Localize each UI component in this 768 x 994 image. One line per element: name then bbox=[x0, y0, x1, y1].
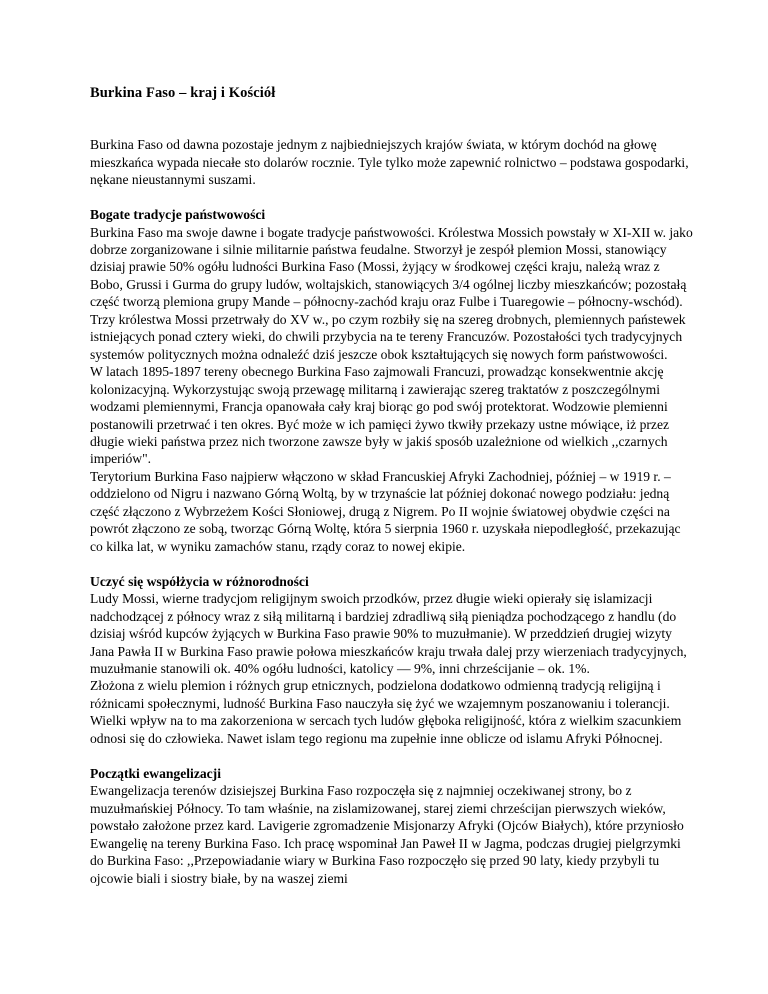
paragraph-tradycje-3: Terytorium Burkina Faso najpierw włączono w skład Francuskiej Afryki Zachodniej, później – w 1919 r. – oddzielono od Nigru i nazwano Górną Woltą, by w trzynaście lat później dokonać nowego podziału: jedną część złączono z Wybrzeżem Kości Słoniowej, drugą z Nigrem. Po II wojnie światowej obydwie części na powrót złączono ze sobą, tworząc Górną Woltę, która 5 sierpnia 1960 r. uzyskała niepodległość, przekazując co kilka lat, w wyniku zamachów stanu, rządy coraz to nowej ekipie. bbox=[90, 468, 681, 554]
paragraph-wspolzycie-1: Ludy Mossi, wierne tradycjom religijnym swoich przodków, przez długie wieki opierały się islamizacji nadchodzącej z północy wraz z siłą militarną i bardziej zdradliwą siłą pieniądza pochodzącego z handlu (do dzisiaj wśród kupców żyjących w Burkina Faso prawie 90% to muzułmanie). W przeddzień drugiej wizyty Jana Pawła II w Burkina Faso prawie połowa mieszkańców kraju trwała dalej przy wierzeniach tradycyjnych, muzułmanie stanowili ok. 40% ogółu ludności, katolicy — 9%, inni chrześcijanie – ok. 1%. bbox=[90, 591, 687, 676]
page-title: Burkina Faso – kraj i Kościół bbox=[90, 85, 276, 101]
heading-poczatki: Początki ewangelizacji bbox=[90, 765, 221, 781]
intro-paragraph: Burkina Faso od dawna pozostaje jednym z najbiedniejszych krajów świata, w którym dochód na głowę mieszkańca wypada niecałe sto dolarów rocznie. Tyle tylko może zapewnić rolnictwo – podstawa gospodarki, nękane nieustannymi suszami. bbox=[90, 137, 689, 188]
heading-wspolzycie: Uczyć się współżycia w różnorodności bbox=[90, 573, 309, 589]
paragraph-wspolzycie-2: Złożona z wielu plemion i różnych grup etnicznych, podzielona dodatkowo odmienną tradycją religijną i różnicami społecznymi, ludność Burkina Faso nauczyła się żyć we wzajemnym poszanowaniu i tolerancji. Wielki wpływ na to ma zakorzeniona w sercach tych ludów głęboka religijność, która z wielkim szacunkiem odnosi się do człowieka. Nawet islam tego regionu ma zupełnie inne oblicze od islamu Afryki Północnej. bbox=[90, 678, 682, 746]
document-body bbox=[90, 136, 694, 887]
heading-tradycje: Bogate tradycje państwowości bbox=[90, 207, 266, 223]
paragraph-poczatki-1: Ewangelizacja terenów dzisiejszej Burkina Faso rozpoczęła się z najmniej oczekiwanej strony, bo z muzułmańskiej Północy. To tam właśnie, na zislamizowanej, starej ziemi chrześcijan pierwszych wieków, powstało założone przez kard. Lavigerie zgromadzenie Misjonarzy Afryki (Ojców Białych), które przyniosło Ewangelię na tereny Burkina Faso. Ich pracę wspominał Jan Paweł II w Jagma, podczas drugiej pielgrzymki do Burkina Faso: ,,Przepowiadanie wiary w Burkina Faso rozpoczęło się przed 90 laty, kiedy przybyli tu ojcowie biali i siostry białe, by na waszej ziemi bbox=[90, 783, 684, 886]
paragraph-spacer-1 bbox=[90, 188, 694, 206]
paragraph-tradycje-1: Burkina Faso ma swoje dawne i bogate tradycje państwowości. Królestwa Mossich powstały w XI-XII w. jako dobrze zorganizowane i silnie militarnie państwa feudalne. Stworzył je zespół plemion Mossi, stanowiący dzisiaj prawie 50% ogółu ludności Burkina Faso (Mossi, żyjący w środkowej części kraju, należą wraz z Bobo, Grussi i Gurma do grupy ludów, woltajskich, stanowiących 3/4 ogólnej liczby mieszkańców; pozostałą część tworzą plemiona grupy Mande – północny-zachód kraju oraz Fulbe i Tuaregowie – północny-wschód). Trzy królestwa Mossi przetrwały do XV w., po czym rozbiły się na szereg drobnych, plemiennych państewek istniejących ponad cztery wieki, do chwili przybycia na te tereny Francuzów. Pozostałości tych tradycyjnych systemów politycznych można odnaleźć dziś jeszcze obok kształtujących się nowych form państwowości. bbox=[90, 224, 693, 362]
paragraph-tradycje-2: W latach 1895-1897 tereny obecnego Burkina Faso zajmowali Francuzi, prowadząc konsekwentnie akcję kolonizacyjną. Wykorzystując swoją przewagę militarną i zawierając szereg traktatów z poszczególnymi wodzami plemiennymi, Francja opanowała cały kraj biorąc go pod swój protektorat. Wodzowie plemienni postanowili przetrwać i ten okres. Być może w ich pamięci żywo tkwiły przekazy ustne mówiące, iż przez długie wieki państwa przez nich tworzone zawsze były w jakiś sposób uzależnione od wielkich ,,czarnych imperiów". bbox=[90, 364, 670, 467]
paragraph-spacer-3 bbox=[90, 747, 694, 765]
paragraph-spacer-2 bbox=[90, 555, 694, 573]
